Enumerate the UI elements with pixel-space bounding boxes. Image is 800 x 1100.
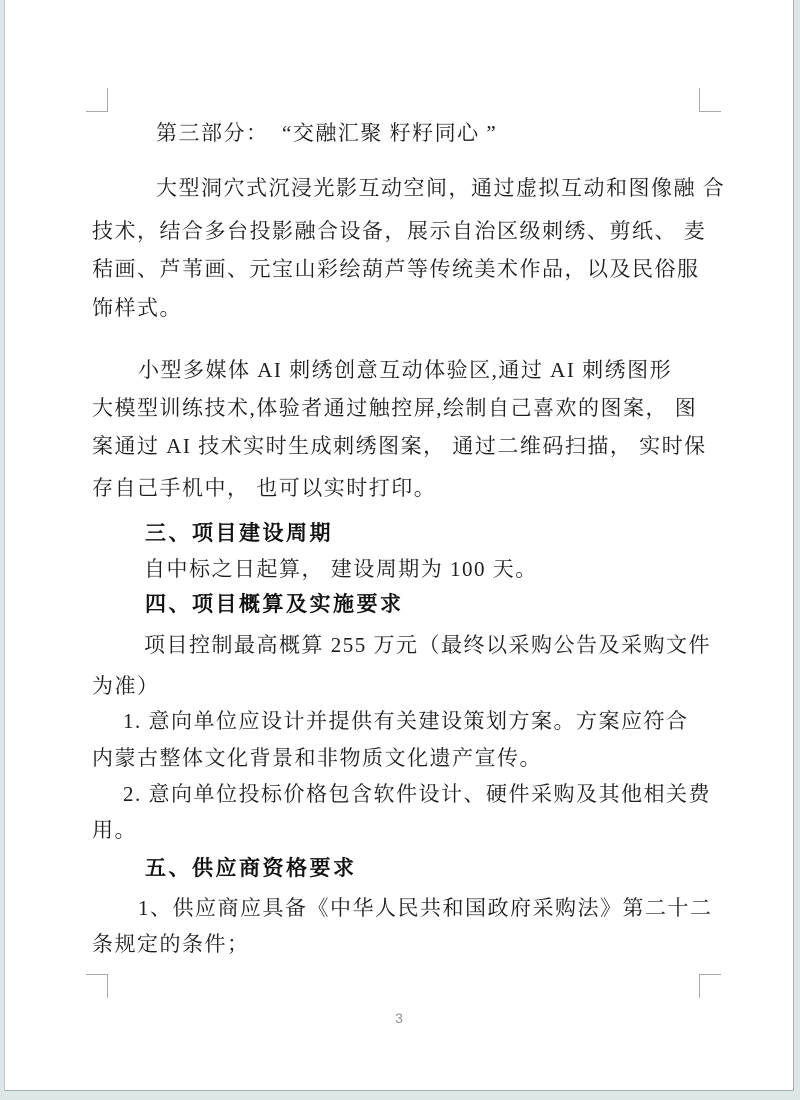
crop-mark-top-right: [699, 88, 721, 112]
paragraph5-line1: 1. 意向单位应设计并提供有关建设策划方案。方案应符合: [123, 709, 689, 733]
crop-mark-bottom-left: [86, 974, 108, 998]
paragraph2-line1: 小型多媒体 AI 刺绣创意互动体验区,通过 AI 刺绣图形: [138, 358, 673, 382]
paragraph1-line1: 大型洞穴式沉浸光影互动空间，通过虚拟互动和图像融 合: [156, 176, 726, 200]
paragraph6-line2: 用。: [92, 818, 137, 842]
paragraph5-line2: 内蒙古整体文化背景和非物质文化遗产宣传。: [92, 746, 542, 770]
paragraph1-line2: 技术，结合多台投影融合设备，展示自治区级刺绣、剪纸、 麦: [92, 219, 707, 243]
paragraph4-line2: 为准）: [92, 674, 160, 698]
paragraph7-line2: 条规定的条件；: [92, 932, 250, 956]
heading-section-3: 三、项目建设周期: [145, 522, 333, 545]
heading-section-4: 四、项目概算及实施要求: [145, 593, 404, 616]
paragraph7-line1: 1、供应商应具备《中华人民共和国政府采购法》第二十二: [138, 896, 713, 920]
paragraph2-line4: 存自己手机中， 也可以实时打印。: [92, 476, 437, 500]
heading-section-5: 五、供应商资格要求: [145, 857, 357, 880]
section-title: 第三部分： “交融汇聚 籽籽同心 ”: [156, 121, 498, 145]
page-number: 3: [395, 1010, 403, 1026]
paragraph1-line4: 饰样式。: [92, 296, 182, 320]
document-page: [4, 0, 794, 1091]
paragraph3-line1: 自中标之日起算， 建设周期为 100 天。: [144, 557, 538, 581]
paragraph6-line1: 2. 意向单位投标价格包含软件设计、硬件采购及其他相关费: [123, 782, 711, 806]
paragraph1-line3: 秸画、芦苇画、元宝山彩绘葫芦等传统美术作品，以及民俗服: [92, 257, 700, 281]
paragraph4-line1: 项目控制最高概算 255 万元（最终以采购公告及采购文件: [144, 633, 711, 657]
crop-mark-top-left: [86, 88, 108, 112]
paragraph2-line2: 大模型训练技术,体验者通过触控屏,绘制自己喜欢的图案， 图: [92, 396, 698, 420]
crop-mark-bottom-right: [699, 974, 721, 998]
paragraph2-line3: 案通过 AI 技术实时生成刺绣图案， 通过二维码扫描， 实时保: [92, 434, 707, 458]
